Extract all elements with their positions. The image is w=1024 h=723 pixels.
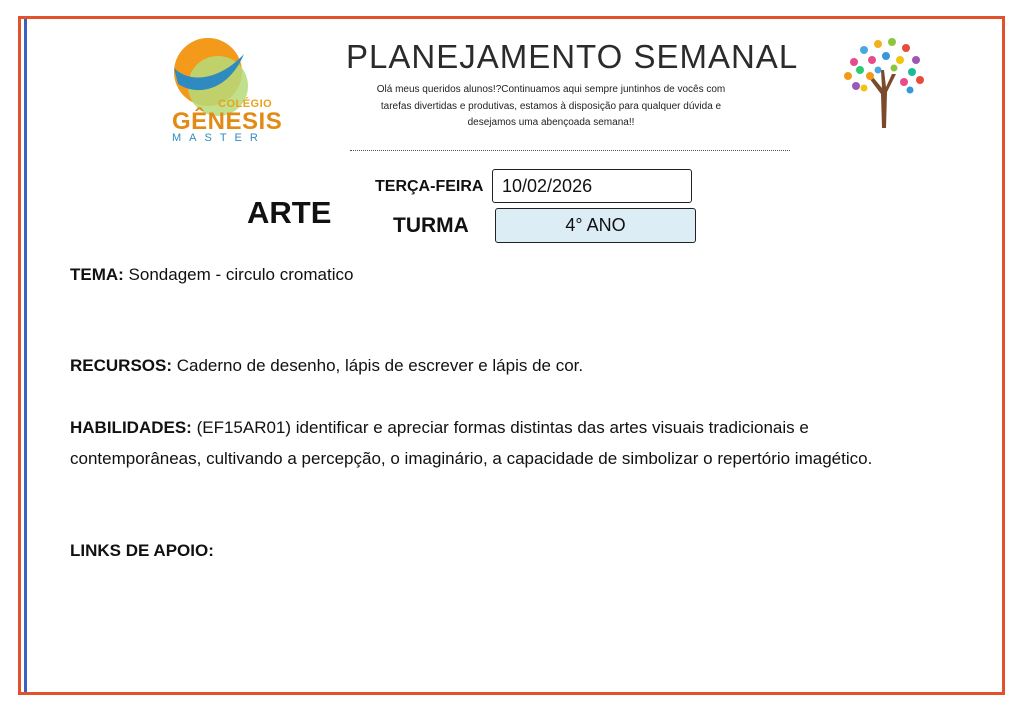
turma-field[interactable]: 4° ANO <box>495 208 696 243</box>
habilidades-section <box>70 412 930 474</box>
tree-icon <box>834 32 930 132</box>
habilidades-label: HABILIDADES: <box>70 418 192 437</box>
subject-title: ARTE <box>247 195 332 230</box>
logo-text-colegio: COLÉGIO <box>218 98 273 110</box>
recursos-label: RECURSOS: <box>70 356 173 375</box>
recursos-value: Caderno de desenho, lápis de escrever e lápis de cor. <box>172 356 584 375</box>
links-section <box>70 535 214 566</box>
logo-text-genesis: GÊNESIS <box>172 108 283 135</box>
tema-value: Sondagem - circulo cromatico <box>123 265 354 284</box>
page-title: PLANEJAMENTO SEMANAL <box>346 38 799 75</box>
recursos-section <box>70 350 583 381</box>
habilidades-value: (EF15AR01) identificar e apreciar formas distintas das artes visuais tradicionais e contemporâneas, cultivando a percepção, o imaginário, a capacidade de simbolizar o repertório imagético. <box>70 418 873 468</box>
date-field[interactable]: 10/02/2026 <box>492 169 692 203</box>
tema-section <box>70 259 353 290</box>
left-margin-rule <box>24 19 27 692</box>
links-label: LINKS DE APOIO: <box>70 541 214 560</box>
weekday-label: TERÇA-FEIRA <box>375 178 484 195</box>
intro-message: Olá meus queridos alunos!?Continuamos aqui sempre juntinhos de vocês com tarefas divertidas e produtivas, estamos à disposição para qualquer dúvida e desejamos uma abençoada semana!! <box>376 84 726 128</box>
logo-text-master: MASTER <box>172 132 266 144</box>
turma-label: TURMA <box>393 214 469 237</box>
tema-label: TEMA: <box>70 265 124 284</box>
title-divider <box>350 150 790 151</box>
